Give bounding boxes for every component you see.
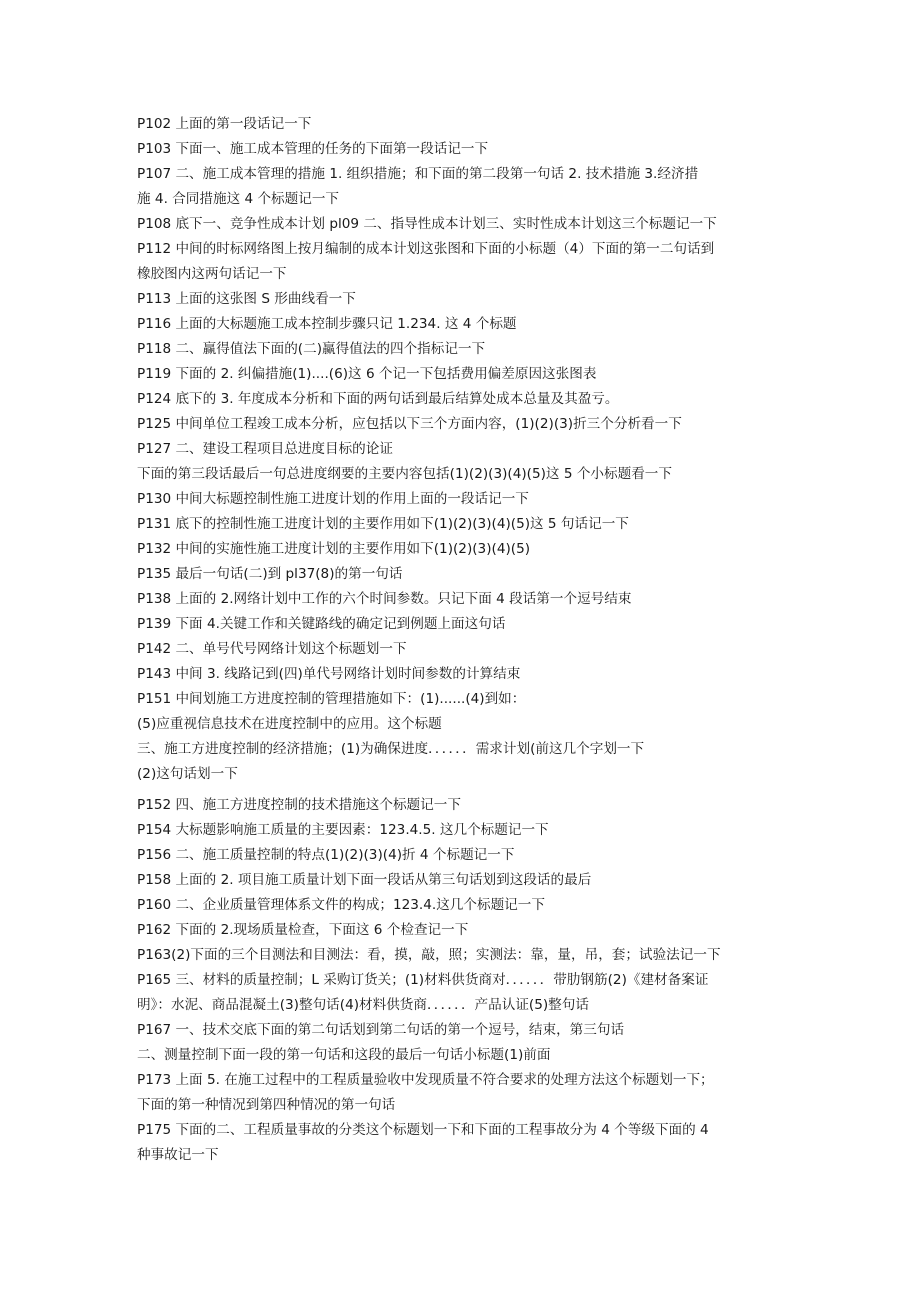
text-line: P119 下面的 2. 纠偏措施(1)....(6)这 6 个记一下包括费用偏差原因这张图表 bbox=[137, 366, 597, 382]
document-body bbox=[137, 112, 789, 1168]
text-line: P135 最后一句话(二)到 pl37(8)的第一句话 bbox=[137, 566, 403, 582]
text-line: P132 中间的实施性施工进度计划的主要作用如下(1)(2)(3)(4)(5) bbox=[137, 541, 531, 557]
text-line: P160 二、企业质量管理体系文件的构成；123.4.这几个标题记一下 bbox=[137, 897, 545, 913]
text-line: P156 二、施工质量控制的特点(1)(2)(3)(4)折 4 个标题记一下 bbox=[137, 847, 515, 863]
text-line: P103 下面一、施工成本管理的任务的下面第一段话记一下 bbox=[137, 141, 489, 157]
text-line: P143 中间 3. 线路记到(四)单代号网络计划时间参数的计算结束 bbox=[137, 666, 521, 682]
text-line: P108 底下一、竞争性成本计划 pl09 二、指导性成本计划三、实时性成本计划这三个标题记一下 bbox=[137, 216, 717, 232]
text-line: 种事故记一下 bbox=[137, 1147, 219, 1163]
text-line: P127 二、建设工程项目总进度目标的论证 bbox=[137, 441, 393, 457]
text-line: 明》：水泥、商品混凝土(3)整句话(4)材料供货商．．．．．．产品认证(5)整句话 bbox=[137, 997, 589, 1013]
text-line: P151 中间划施工方进度控制的管理措施如下：(1)......(4)到如： bbox=[137, 691, 526, 707]
text-line: P152 四、施工方进度控制的技术措施这个标题记一下 bbox=[137, 797, 461, 813]
text-line: P175 下面的二、工程质量事故的分类这个标题划一下和下面的工程事故分为 4 个等级下面的 4 bbox=[137, 1122, 709, 1138]
text-line: (5)应重视信息技术在进度控制中的应用。这个标题 bbox=[137, 716, 442, 732]
text-line: 下面的第一种情况到第四种情况的第一句话 bbox=[137, 1097, 396, 1113]
text-line: 下面的第三段话最后一句总进度纲要的主要内容包括(1)(2)(3)(4)(5)这 5 个小标题看一下 bbox=[137, 466, 672, 482]
text-line: P124 底下的 3. 年度成本分析和下面的两句话到最后结算处成本总量及其盈亏。 bbox=[137, 391, 619, 407]
text-line: P139 下面 4.关键工作和关键路线的确定记到例题上面这句话 bbox=[137, 616, 506, 632]
text-line: P112 中间的时标网络图上按月编制的成本计划这张图和下面的小标题（4）下面的第一二句话到 bbox=[137, 241, 715, 257]
text-line: P165 三、材料的质量控制；L 采购订货关；(1)材料供货商对．．．．．．带肋钢筋(2)《建材备案证 bbox=[137, 972, 709, 988]
text-line: P163(2)下面的三个目测法和目测法：看，摸，敲，照；实测法：靠，量，吊，套；试验法记一下 bbox=[137, 947, 721, 963]
text-line: 三、施工方进度控制的经济措施；(1)为确保进度．．．．．．需求计划(前这几个字划一下 bbox=[137, 741, 645, 757]
text-line: P162 下面的 2.现场质量检查，下面这 6 个检查记一下 bbox=[137, 922, 469, 938]
text-line: P131 底下的控制性施工进度计划的主要作用如下(1)(2)(3)(4)(5)这 5 句话记一下 bbox=[137, 516, 629, 532]
text-line: P116 上面的大标题施工成本控制步骤只记 1.234. 这 4 个标题 bbox=[137, 316, 517, 332]
text-line: 橡胶图内这两句话记一下 bbox=[137, 266, 287, 282]
text-line: P130 中间大标题控制性施工进度计划的作用上面的一段话记一下 bbox=[137, 491, 529, 507]
text-line: P138 上面的 2.网络计划中工作的六个时间参数。只记下面 4 段话第一个逗号结束 bbox=[137, 591, 632, 607]
text-line: P118 二、赢得值法下面的(二)赢得值法的四个指标记一下 bbox=[137, 341, 486, 357]
text-line: P154 大标题影响施工质量的主要因素：123.4.5. 这几个标题记一下 bbox=[137, 822, 549, 838]
text-line: P173 上面 5. 在施工过程中的工程质量验收中发现质量不符合要求的处理方法这个标题划一下； bbox=[137, 1072, 714, 1088]
text-line: P113 上面的这张图 S 形曲线看一下 bbox=[137, 291, 356, 307]
text-line: P102 上面的第一段话记一下 bbox=[137, 116, 312, 132]
text-line: P142 二、单号代号网络计划这个标题划一下 bbox=[137, 641, 407, 657]
text-line: P125 中间单位工程竣工成本分析，应包括以下三个方面内容，(1)(2)(3)折三个分析看一下 bbox=[137, 416, 682, 432]
text-line: P167 一、技术交底下面的第二句话划到第二句话的第一个逗号，结束，第三句话 bbox=[137, 1022, 625, 1038]
text-line: P158 上面的 2. 项目施工质量计划下面一段话从第三句话划到这段话的最后 bbox=[137, 872, 592, 888]
text-line: 施 4. 合同措施这 4 个标题记一下 bbox=[137, 191, 340, 207]
text-line: 二、测量控制下面一段的第一句话和这段的最后一句话小标题(1)前面 bbox=[137, 1047, 551, 1063]
text-line: P107 二、施工成本管理的措施 1. 组织措施；和下面的第二段第一句话 2. 技术措施 3.经济措 bbox=[137, 166, 699, 182]
text-line: (2)这句话划一下 bbox=[137, 766, 238, 782]
